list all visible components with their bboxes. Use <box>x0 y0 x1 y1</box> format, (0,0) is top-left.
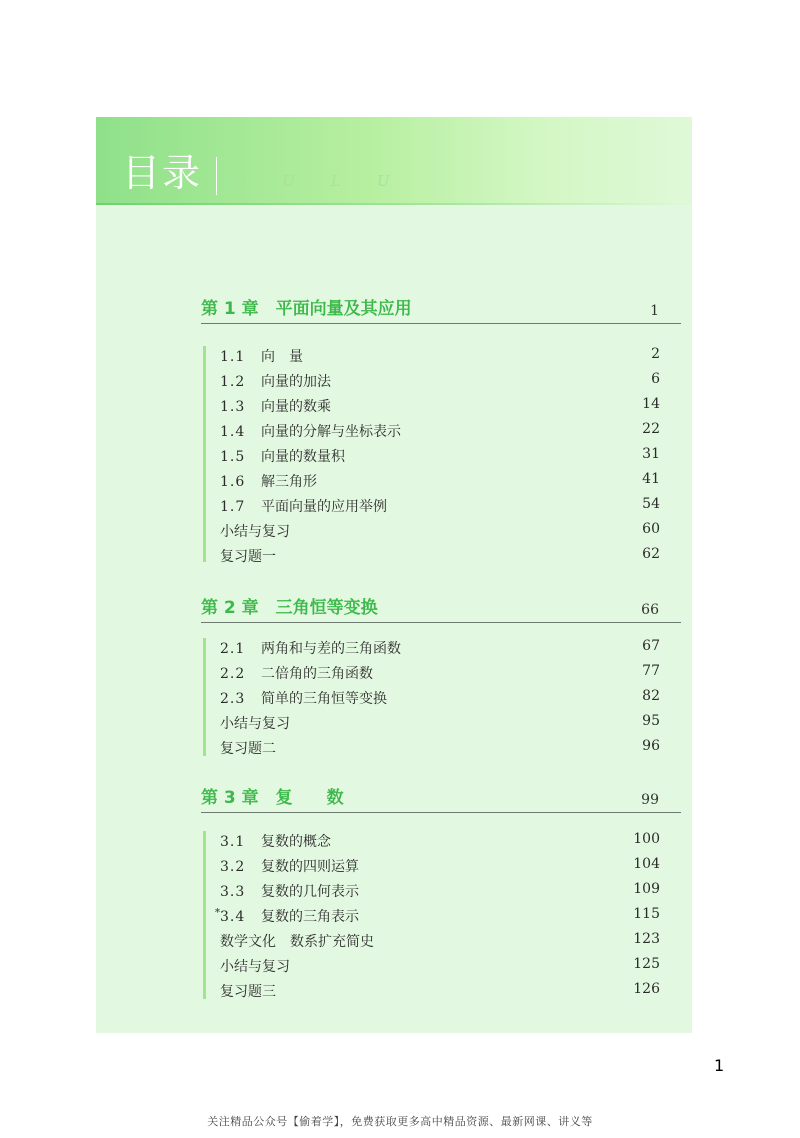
title-banner <box>96 117 692 205</box>
section-page: 31 <box>642 446 660 462</box>
page-title: 目录 <box>122 151 203 195</box>
pinyin-letter: M <box>231 172 247 190</box>
section-page: 96 <box>642 738 660 754</box>
toc-entry[interactable] <box>220 831 660 851</box>
section-page: 109 <box>633 881 660 897</box>
optional-marker: * <box>215 907 220 919</box>
pinyin-subtitle <box>231 172 391 192</box>
section-title: 数学文化 数系扩充简史 <box>220 934 374 950</box>
section-page: 82 <box>642 688 660 704</box>
toc-entry[interactable] <box>220 738 660 758</box>
section-title: 向量的加法 <box>261 374 331 390</box>
section-page: 115 <box>633 906 660 922</box>
section-page: 126 <box>633 981 660 997</box>
toc-entry[interactable] <box>220 346 660 366</box>
section-number: 3.3 <box>220 884 246 900</box>
toc-entry[interactable] <box>220 981 660 1001</box>
banner-underline <box>96 203 692 205</box>
chapter-heading[interactable] <box>201 297 681 324</box>
section-title: 复数的四则运算 <box>261 859 359 875</box>
toc-entry[interactable] <box>220 546 660 566</box>
section-number: 2.1 <box>220 641 246 657</box>
toc-entry[interactable] <box>220 638 660 658</box>
toc-entry[interactable] <box>220 371 660 391</box>
toc-entry[interactable] <box>220 956 660 976</box>
chapter-page: 66 <box>641 602 659 618</box>
section-title: 二倍角的三角函数 <box>261 666 373 682</box>
chapter-heading[interactable] <box>201 596 681 623</box>
section-bar <box>203 831 206 999</box>
section-page: 77 <box>642 663 660 679</box>
section-number: 1.1 <box>220 349 246 365</box>
section-title: 复习题一 <box>220 549 276 565</box>
pinyin-letter: U <box>282 172 296 190</box>
chapter-page: 99 <box>641 792 659 808</box>
section-page: 67 <box>642 638 660 654</box>
toc-entry[interactable] <box>215 906 660 926</box>
toc-entry[interactable] <box>220 931 660 951</box>
pinyin-letter: L <box>331 172 341 190</box>
toc-entry[interactable] <box>220 396 660 416</box>
chapter-title: 第 1 章 平面向量及其应用 <box>201 299 412 319</box>
chapter-title: 第 2 章 三角恒等变换 <box>201 598 378 618</box>
section-number: 3.1 <box>220 834 246 850</box>
section-page: 14 <box>642 396 660 412</box>
section-title: 向量的数量积 <box>261 449 345 465</box>
section-page: 125 <box>633 956 660 972</box>
section-list <box>203 831 673 999</box>
section-number: 1.5 <box>220 449 246 465</box>
section-title: 小结与复习 <box>220 716 290 732</box>
chapter-page: 1 <box>650 303 659 319</box>
page-number: 1 <box>714 1056 725 1075</box>
section-title: 复习题二 <box>220 741 276 757</box>
section-page: 60 <box>642 521 660 537</box>
section-number: 1.6 <box>220 474 246 490</box>
section-number: 2.3 <box>220 691 246 707</box>
section-number: 2.2 <box>220 666 246 682</box>
toc-entry[interactable] <box>220 856 660 876</box>
section-title: 复数的几何表示 <box>261 884 359 900</box>
contents-panel <box>96 117 692 1033</box>
section-title: 小结与复习 <box>220 524 290 540</box>
section-title: 两角和与差的三角函数 <box>261 641 401 657</box>
section-page: 100 <box>633 831 660 847</box>
section-page: 6 <box>651 371 660 387</box>
section-page: 95 <box>642 713 660 729</box>
footer-note: 关注精品公众号【偷着学】，免费获取更多高中精品资源、最新网课、讲义等 <box>207 1115 593 1128</box>
section-page: 41 <box>642 471 660 487</box>
pinyin-letter: U <box>376 172 390 190</box>
toc-entry[interactable] <box>220 521 660 541</box>
section-bar <box>203 638 206 756</box>
section-title: 解三角形 <box>261 474 317 490</box>
toc-entry[interactable] <box>220 421 660 441</box>
section-title: 向 量 <box>261 349 303 365</box>
section-title: 向量的数乘 <box>261 399 331 415</box>
section-title: 向量的分解与坐标表示 <box>261 424 401 440</box>
section-list <box>203 638 673 756</box>
section-list <box>203 346 673 565</box>
title-divider <box>216 157 217 195</box>
chapter-title: 第 3 章 复 数 <box>201 788 344 808</box>
section-number: 1.4 <box>220 424 246 440</box>
toc-entry[interactable] <box>220 688 660 708</box>
section-page: 22 <box>642 421 660 437</box>
section-number: 1.7 <box>220 499 246 515</box>
chapter-heading[interactable] <box>201 786 681 813</box>
section-title: 复习题三 <box>220 984 276 1000</box>
section-number: 1.3 <box>220 399 246 415</box>
section-page: 62 <box>642 546 660 562</box>
section-page: 104 <box>633 856 660 872</box>
section-number: 1.2 <box>220 374 246 390</box>
toc-entry[interactable] <box>220 881 660 901</box>
section-title: 简单的三角恒等变换 <box>261 691 387 707</box>
section-title: 小结与复习 <box>220 959 290 975</box>
section-page: 54 <box>642 496 660 512</box>
toc-entry[interactable] <box>220 663 660 683</box>
section-page: 2 <box>651 346 660 362</box>
toc-entry[interactable] <box>220 713 660 733</box>
toc-entry[interactable] <box>220 496 660 516</box>
section-page: 123 <box>633 931 660 947</box>
section-bar <box>203 346 206 562</box>
section-number: 3.4 <box>220 909 246 925</box>
section-title: 复数的概念 <box>261 834 331 850</box>
section-title: 复数的三角表示 <box>261 909 359 925</box>
toc-entry[interactable] <box>220 446 660 466</box>
section-number: 3.2 <box>220 859 246 875</box>
section-title: 平面向量的应用举例 <box>261 499 387 515</box>
toc-entry[interactable] <box>220 471 660 491</box>
